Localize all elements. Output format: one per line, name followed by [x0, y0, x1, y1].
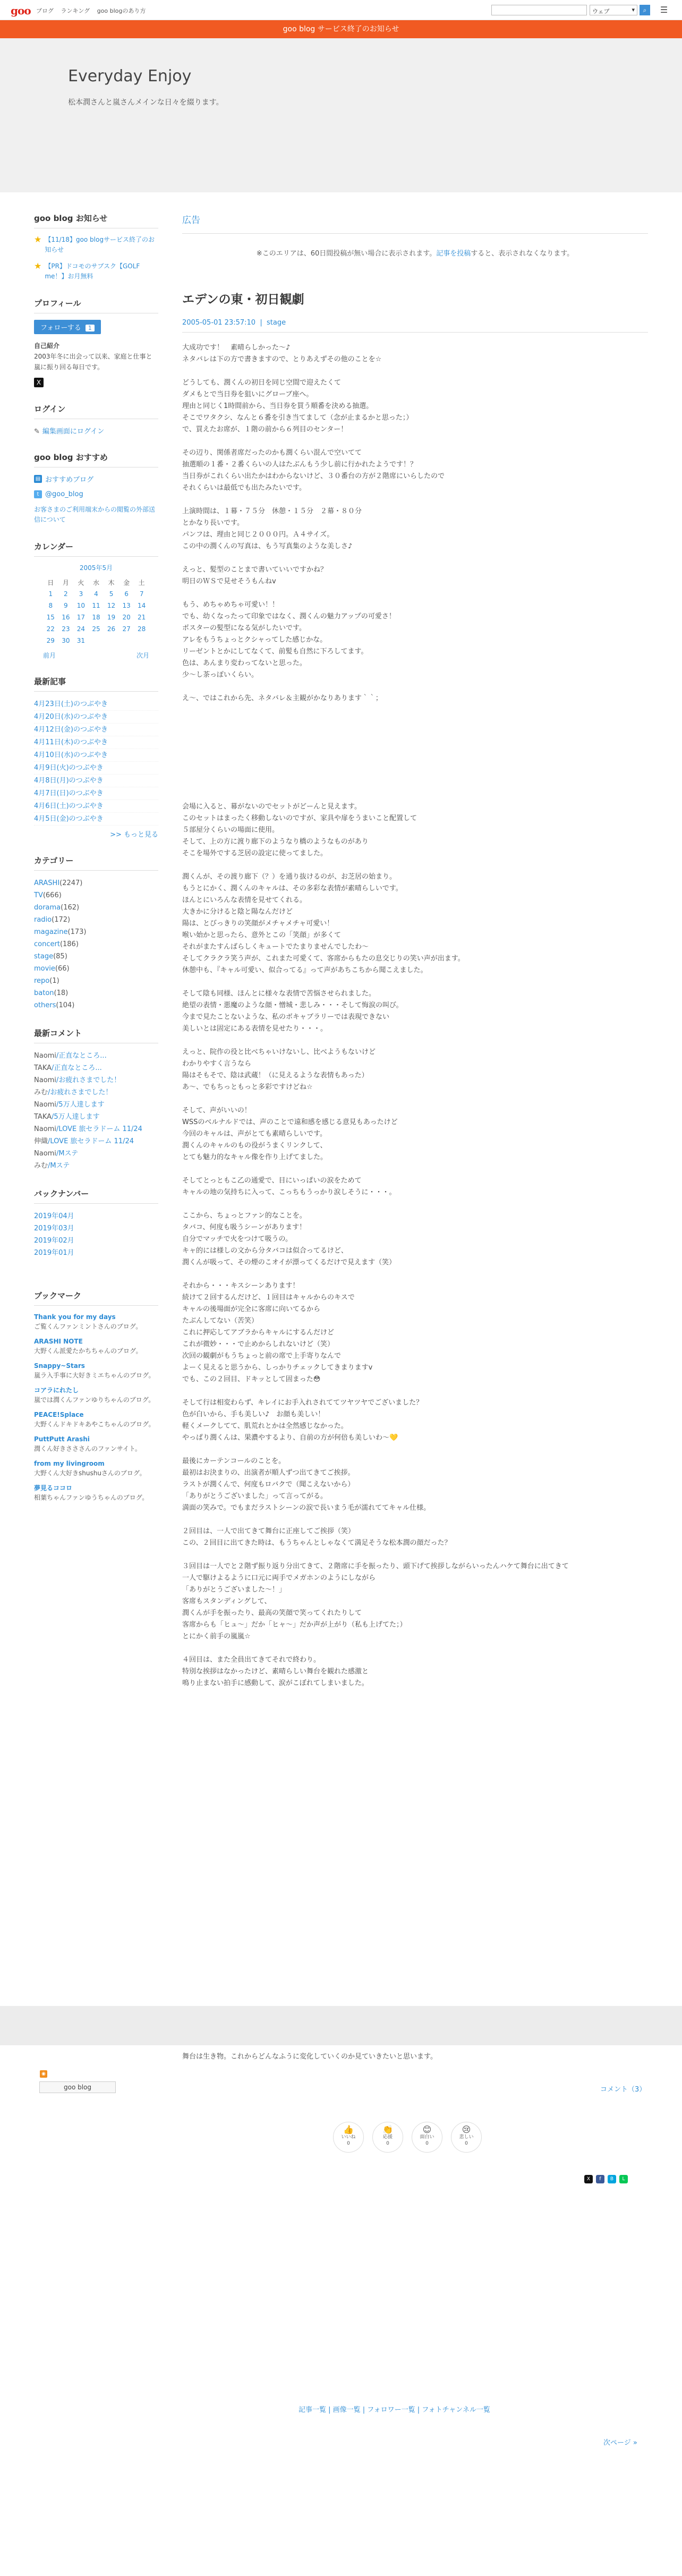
login-link[interactable]: 編集画面にログイン — [42, 428, 105, 436]
bookmark-link[interactable]: コアラにれたし — [34, 1387, 79, 1394]
hatena-share-icon[interactable]: B — [608, 2175, 616, 2183]
comment-list — [34, 1050, 158, 1172]
calendar-day[interactable]: 2 — [64, 590, 68, 598]
reaction-button[interactable] — [372, 2122, 403, 2153]
calendar-day[interactable]: 13 — [122, 602, 131, 609]
reaction-button[interactable] — [451, 2122, 482, 2153]
category-section — [34, 855, 158, 1011]
bookmark-description: 大野くん派愛たかちちゃんのブログ。 — [34, 1347, 142, 1355]
hamburger-menu-icon[interactable]: ☰ — [660, 5, 668, 15]
external-transmission-text[interactable]: お客さまのご利用端末からの閲覧の外部送信について — [34, 506, 156, 523]
post-article-link[interactable]: 記事を投稿 — [436, 250, 471, 258]
calendar-day[interactable]: 14 — [138, 602, 146, 609]
comment-link[interactable]: /お疲れさまでした！ — [48, 1089, 113, 1096]
comment-item[interactable] — [34, 1099, 158, 1111]
reaction-emoji-icon: 😊 — [422, 2124, 432, 2135]
article-paragraph: その辺り、関係者席だったのかも潤くらい混んで空いてて 抽選順の１番・２番くらいの人はたぶんもう少し前に行かれたようです！？ 当日券がこれくらい出たかはわからないけど、３０番台の方が２階席にいらしたので それくらいは最低でも出たみたいです。 — [182, 449, 445, 492]
top-link-ranking[interactable]: ランキング — [61, 7, 90, 14]
bookmark-description: 相葉ちゃんファンゆうちゃんのブログ。 — [34, 1494, 149, 1501]
backno-link[interactable]: 2019年02月 — [34, 1237, 74, 1245]
recent-item[interactable] — [34, 787, 158, 800]
article-paragraph: そしてとっともこ乙の通愛で、目にいっぱいの涙をためて キャルの地の気持ちに入って、こっちもうっかり涙しそうに・・・。 — [182, 1177, 396, 1196]
profile-text: 2003年冬に出会って以来、家庭と仕事と嵐に振り回る毎日です。 — [34, 353, 152, 371]
bookmark-link[interactable]: PEACE!Splace — [34, 1411, 84, 1418]
twitter-icon: t — [34, 490, 42, 498]
reaction-count: 0 — [425, 2141, 429, 2146]
category-count: (2247) — [59, 879, 83, 887]
login-title: ログイン — [34, 403, 158, 419]
comment-author: Naomi — [34, 1101, 56, 1109]
article-paragraph: えっと、院作の役と比べちゃいけないし、比べようもないけど わかりやすく言うなら 陽はそもそで、陰は武蔵！（に見えるような表情もあった） あ〜、でもちっともっと多彩ですけどね☆ — [182, 1048, 376, 1091]
calendar — [34, 563, 158, 660]
search-button[interactable] — [640, 5, 650, 15]
reaction-label: 悲しい — [459, 2135, 474, 2140]
bookmark-link[interactable]: Snappy~Stars — [34, 1362, 85, 1370]
calendar-week — [43, 588, 149, 600]
notice-link[interactable]: 【PR】ドコモのサブスク【GOLF me！】お月無料 — [45, 262, 140, 280]
calendar-prev-link[interactable]: 前月 — [43, 652, 56, 659]
bookmark-description: 嵐ラ入手事に大好きミエちゃんのブログ。 — [34, 1372, 155, 1379]
category-link[interactable]: others — [34, 1001, 56, 1009]
recent-item[interactable] — [34, 698, 158, 711]
recent-item-link[interactable]: 4月12日(金)のつぶやき — [34, 726, 108, 734]
recent-section — [34, 676, 158, 839]
bookmark-description: 潤くん好きさささんのファンサイト。 — [34, 1445, 141, 1452]
comment-link[interactable]: /Mステ — [56, 1150, 79, 1158]
service-end-notice[interactable] — [0, 20, 682, 38]
calendar-next-link[interactable]: 次月 — [136, 652, 149, 659]
recent-more-link[interactable]: >> もっと見る — [110, 831, 158, 839]
article-paragraph: ここから、ちょっとファン的なことを。 タバコ、何度も吸うシーンがあります！ 自分でマッチで火をつけて吸うの。 キャ的には様しの文から分タバコは似合ってるけど、 潤くんが吸って、その煙のこオイが漂ってくるだけで見えます（笑） — [182, 1212, 396, 1266]
pencil-icon: ✎ — [34, 428, 40, 436]
bookmark-link[interactable]: from my livingroom — [34, 1460, 105, 1467]
calendar-weekday: 金 — [123, 579, 130, 586]
star-icon: ★ — [34, 234, 42, 244]
profile-heading: 自己紹介 — [34, 342, 60, 350]
recent-title: 最新記事 — [34, 676, 158, 692]
calendar-week — [43, 635, 149, 647]
calendar-day[interactable]: 31 — [76, 637, 86, 644]
profile-section — [34, 297, 158, 387]
backno-section — [34, 1188, 158, 1274]
category-count: (85) — [53, 953, 67, 960]
backno-item[interactable] — [34, 1210, 158, 1222]
top-link-blog[interactable]: ブログ — [36, 7, 54, 14]
category-link[interactable]: ARASHI — [34, 879, 60, 887]
goo-notice-title: goo blog お知らせ — [34, 212, 158, 228]
comment-author: みむ — [34, 1162, 48, 1170]
bookmark-link[interactable]: Thank you for my days — [34, 1313, 116, 1321]
comments-section — [34, 1027, 158, 1172]
comment-author: 伸織 — [34, 1137, 48, 1145]
recommend-item[interactable] — [34, 474, 158, 484]
bookmark-item — [34, 1361, 158, 1380]
category-link[interactable]: concert — [34, 940, 60, 948]
category-link[interactable]: magazine — [34, 928, 68, 936]
calendar-week — [43, 623, 149, 635]
notice-link[interactable]: 【11/18】goo blogサービス終了のお知らせ — [45, 236, 155, 253]
next-page-link[interactable]: 次ページ » — [603, 2439, 637, 2447]
calendar-day[interactable]: 22 — [46, 625, 55, 633]
x-icon[interactable]: X — [34, 378, 44, 387]
ad-note-before: ※このエリアは、60日間投稿が無い場合に表示されます。 — [256, 250, 437, 258]
comment-link[interactable]: /正直なところ... — [52, 1064, 102, 1072]
calendar-month[interactable]: 2005年5月 — [79, 564, 113, 572]
bookmark-item — [34, 1459, 158, 1478]
category-link[interactable]: repo — [34, 977, 50, 985]
bookmark-item — [34, 1483, 158, 1502]
article-paragraph: もう、めちゃめちゃ可愛い！！ でも、幼くなったって印象ではなく、潤くんの魅力アップの可愛さ！ ポスターの髪型になる気がしたいです。 アレをもうちょっとクシャってした感じかな。 リーゼントとかにしてなくて、前髪も自然に下ろしてます。 色は、あんまり変わってないと思った。 少〜し茶っぽいくらい。 — [182, 601, 396, 679]
calendar-weekday: 月 — [62, 579, 69, 586]
search-icon: ⌕ — [643, 6, 647, 14]
comment-count-link[interactable]: コメント（3） — [600, 2086, 646, 2094]
main-content — [182, 212, 648, 1701]
comment-link[interactable]: /Mステ — [48, 1162, 70, 1170]
calendar-day — [119, 635, 134, 647]
calendar-day[interactable]: 12 — [107, 602, 116, 609]
footer-nav-links[interactable]: 記事一覧 | 画像一覧 | フォロワー一覧 | フォトチャンネル一覧 — [299, 2406, 490, 2414]
article-paragraph: 会場に入ると、幕がないのでセットがどーんと見えます。 このセットはまったく移動しないのですが、家具や扉をうまいこと配置して ５部屋分くらいの場面に使用。 そして、上の方に渡り廊下のようなり橋のようなものがあり そこを場外でする芝居の設定に使ってました。 — [182, 803, 417, 857]
calendar-weekday: 木 — [108, 579, 115, 586]
calendar-day[interactable]: 8 — [48, 602, 53, 609]
category-count: (173) — [67, 928, 87, 936]
reaction-buttons — [333, 2122, 482, 2153]
comment-author: TAKA — [34, 1113, 52, 1121]
notice-item[interactable] — [34, 261, 158, 282]
article-meta: 2005-05-01 23:57:10 | stage — [182, 319, 286, 327]
comment-item[interactable] — [34, 1111, 158, 1123]
category-item[interactable] — [34, 938, 158, 950]
reaction-emoji-icon: 👍 — [343, 2124, 354, 2135]
recent-item-link[interactable]: 4月5日(金)のつぶやき — [34, 815, 104, 823]
calendar-nav — [43, 651, 149, 660]
calendar-weekday: 火 — [78, 579, 84, 586]
bookmark-item — [34, 1385, 158, 1405]
category-count: (1) — [49, 977, 59, 985]
category-count: (186) — [59, 940, 79, 948]
calendar-day[interactable]: 30 — [62, 637, 70, 644]
calendar-day[interactable]: 18 — [92, 614, 100, 621]
login-link-row[interactable] — [34, 426, 158, 436]
article-header — [182, 290, 648, 333]
backno-item[interactable] — [34, 1247, 158, 1259]
reaction-button[interactable] — [412, 2122, 442, 2153]
bookmark-item — [34, 1337, 158, 1356]
recent-item[interactable] — [34, 711, 158, 724]
sidebar — [34, 212, 158, 1518]
recent-item[interactable] — [34, 800, 158, 813]
bookmark-list — [34, 1312, 158, 1502]
search-type-select[interactable] — [590, 5, 637, 15]
category-item[interactable] — [34, 950, 158, 963]
spacer-gap — [182, 716, 648, 801]
article-paragraph: 大成功です！ 素晴らしかった〜♪ ネタバレは下の方で書きますので、とりあえずその他のことを☆ — [182, 344, 382, 363]
recent-item-link[interactable]: 4月11日(木)のつぶやき — [34, 738, 108, 746]
recent-item-link[interactable]: 4月10日(水)のつぶやき — [34, 751, 108, 759]
goo-notice-section — [34, 212, 158, 282]
recent-item[interactable] — [34, 736, 158, 749]
category-link[interactable]: dorama — [34, 904, 61, 912]
calendar-table — [43, 576, 149, 647]
article-paragraph: 最後にカーテンコールのことを。 最初はお決まりの、出演者が順人ずつ出てきてご挨拶。 ラストが潤くんで、何度もロバクで（聞こえないから） 「ありがとうございました」って言ってがる。 満面の笑みで。でもまだラストシーンの涙で長いまう毛が濡れててキャル仕様。 — [182, 1457, 431, 1512]
category-title: カテゴリー — [34, 855, 158, 871]
category-item[interactable] — [34, 987, 158, 999]
backno-link[interactable]: 2019年03月 — [34, 1225, 74, 1232]
bookmark-item — [34, 1434, 158, 1453]
comment-item[interactable] — [34, 1074, 158, 1086]
comment-item[interactable] — [34, 1123, 158, 1135]
ad-title: 広告 — [182, 212, 648, 234]
calendar-day[interactable]: 5 — [109, 590, 114, 598]
calendar-day — [104, 635, 119, 647]
comment-author: Naomi — [34, 1076, 56, 1084]
category-count: (162) — [61, 904, 80, 912]
calendar-day[interactable]: 6 — [124, 590, 129, 598]
comments-title: 最新コメント — [34, 1027, 158, 1043]
category-link[interactable]: movie — [34, 965, 55, 973]
bookmark-description: ご覧くんファンミントさんのブログ。 — [34, 1323, 142, 1330]
comment-item[interactable] — [34, 1135, 158, 1147]
bookmark-description: 大野くんドキドキあやこちゃんのブログ。 — [34, 1421, 155, 1428]
comment-item[interactable] — [34, 1050, 158, 1062]
reaction-label: いいね — [341, 2135, 356, 2140]
recommend-section — [34, 452, 158, 525]
comment-link[interactable]: /5万人達します — [56, 1101, 105, 1109]
calendar-day[interactable]: 28 — [138, 625, 146, 633]
calendar-weekday: 水 — [92, 579, 99, 586]
comment-item[interactable] — [34, 1160, 158, 1172]
reaction-label: 面白い — [420, 2135, 434, 2140]
bookmark-section — [34, 1290, 158, 1502]
follow-button[interactable] — [34, 320, 101, 334]
recent-item[interactable] — [34, 762, 158, 775]
calendar-section — [34, 541, 158, 660]
calendar-weekday: 日 — [47, 579, 54, 586]
calendar-day[interactable]: 21 — [138, 614, 146, 621]
ad-note-after: すると、表示されなくなります。 — [471, 250, 574, 258]
category-item[interactable] — [34, 902, 158, 914]
backno-item[interactable] — [34, 1235, 158, 1247]
recommend-link[interactable]: おすすめブログ — [45, 476, 94, 484]
category-item[interactable] — [34, 877, 158, 889]
reaction-count: 0 — [347, 2141, 350, 2146]
recent-item[interactable] — [34, 813, 158, 826]
recent-item[interactable] — [34, 775, 158, 787]
comment-link[interactable]: /5万人達します — [52, 1113, 100, 1121]
reaction-count: 0 — [465, 2141, 468, 2146]
ad-note — [182, 248, 648, 258]
calendar-day[interactable]: 10 — [76, 602, 86, 609]
calendar-day[interactable]: 26 — [107, 625, 116, 633]
calendar-weekday: 土 — [138, 579, 145, 586]
goo-blog-badge[interactable]: goo blog — [39, 2081, 116, 2093]
recommend-link[interactable]: @goo_blog — [45, 490, 83, 498]
reaction-emoji-icon: 😢 — [462, 2124, 471, 2135]
calendar-day[interactable]: 24 — [76, 625, 86, 633]
top-bar — [0, 0, 682, 20]
search-input[interactable] — [491, 5, 587, 15]
recommend-title: goo blog おすすめ — [34, 452, 158, 467]
backno-title: バックナンバー — [34, 1188, 158, 1204]
category-count: (66) — [55, 965, 70, 973]
goo-logo[interactable]: goo — [11, 4, 31, 17]
calendar-day[interactable]: 3 — [79, 590, 83, 598]
calendar-day — [134, 635, 149, 647]
comment-link[interactable]: /お疲れさまでした！ — [56, 1076, 121, 1084]
category-count: (666) — [42, 891, 62, 899]
calendar-day[interactable]: 19 — [107, 614, 116, 621]
comment-author: TAKA — [34, 1064, 52, 1072]
recent-item-link[interactable]: 4月8日(月)のつぶやき — [34, 777, 104, 785]
calendar-title: カレンダー — [34, 541, 158, 557]
article-paragraph: え〜、ではこれから先、ネタバレ＆主観がかなりあります｀｀； — [182, 694, 382, 702]
recent-item-link[interactable]: 4月20日(水)のつぶやき — [34, 713, 108, 721]
comment-author: みむ — [34, 1089, 48, 1096]
calendar-day[interactable]: 27 — [122, 625, 131, 633]
article-paragraph: 潤くんが、その渡り廊下（？）を通り抜けるのが、お芝居の始まり。 もうとにかく、潤くんのキャルは、その多彩な表情が素晴らしいです。 ほんとにいろんな表情を見せてくれる。 大きかに分けると陰と陽なんだけど 陽は、とびっきりの笑顔がメチャメチャ可愛い！ 喉い始かと思ったら、意外とこの「笑顔」が多くて それがまたすんばらしくキュートでたまりませんでしたわ〜 そしてクラクラ笑う声が、これまた可愛くて、客席からもたの息交じりの笑い声が出ます。 休憩中も、『キャル可愛い、似合ってる』って声があちこちから聞こえました。 — [182, 873, 465, 974]
category-item[interactable] — [34, 963, 158, 975]
follow-label: フォローする — [40, 324, 81, 332]
search-type-value: ウェブ — [592, 8, 610, 15]
category-list — [34, 877, 158, 1011]
backno-item[interactable] — [34, 1222, 158, 1235]
comment-link[interactable]: /LOVE 旅セラドーム 11/24 — [56, 1125, 142, 1133]
line-share-icon[interactable]: L — [619, 2175, 628, 2183]
category-item[interactable] — [34, 926, 158, 938]
bookmark-link[interactable]: 夢見るココロ — [34, 1484, 73, 1492]
follow-count: 1 — [86, 325, 95, 331]
x-share-icon[interactable]: X — [584, 2175, 593, 2183]
category-link[interactable]: radio — [34, 916, 52, 924]
reaction-emoji-icon: 👏 — [382, 2124, 393, 2135]
calendar-day[interactable]: 29 — [46, 637, 55, 644]
reaction-button[interactable] — [333, 2122, 364, 2153]
comment-author: Naomi — [34, 1125, 56, 1133]
category-count: (18) — [54, 989, 69, 997]
article-category-link[interactable]: stage — [267, 319, 286, 327]
article-paragraph: えっと、髪型のことまで書いていいですかね？ 明日のＷＳで見せそうもんねv — [182, 566, 328, 585]
comment-item[interactable] — [34, 1086, 158, 1099]
comment-author: Naomi — [34, 1052, 56, 1060]
recent-item-link[interactable]: 4月7日(日)のつぶやき — [34, 789, 104, 797]
article-paragraph: それから・・・キスシーンあります！ 続けて２回するんだけど、１回目はキャルからのキスで キャルの後場面が完全に客席に向いてるから たぶんしてない（苦笑） これに押応してアブラからキャルにするんだけど これが微妙・・・で止めからしれないけど（笑） 次回の観劇がもうちょっと前の席で上手寄りなんで よーく見えると思うから、しっかりチェックしてきまりますv でも、この２回目、ドキッとして固まった😳 — [182, 1282, 373, 1383]
bookmark-item — [34, 1410, 158, 1429]
bookmark-description: 嵐では潤くんファンゆりちゃんのブログ。 — [34, 1396, 155, 1404]
recent-item[interactable] — [34, 724, 158, 736]
calendar-day — [89, 635, 104, 647]
blog-description: 松本潤さんと嵐さんメインな日々を綴ります。 — [68, 98, 224, 107]
calendar-day[interactable]: 4 — [94, 590, 98, 598]
footer-band — [0, 2006, 682, 2045]
category-item[interactable] — [34, 914, 158, 926]
bookmark-description: 大野くん大好きshushuさんのブログ。 — [34, 1469, 146, 1477]
recent-item[interactable] — [34, 749, 158, 762]
notice-item[interactable] — [34, 235, 158, 255]
blog-icon: ▤ — [34, 475, 42, 483]
article-final-line: 舞台は生き物。これからどんなふうに変化していくのか見ていきたいと思います。 — [182, 2053, 437, 2061]
login-section — [34, 403, 158, 436]
recommend-item[interactable] — [34, 490, 158, 498]
category-link[interactable]: stage — [34, 953, 54, 960]
calendar-day[interactable]: 17 — [76, 614, 86, 621]
category-link[interactable]: TV — [34, 891, 43, 899]
recent-item-link[interactable]: 4月6日(土)のつぶやき — [34, 802, 104, 810]
comment-link[interactable]: /正直なところ... — [56, 1052, 107, 1060]
article-paragraph: ２回目は、一人で出てきて舞台に正座してご挨拶（笑） この、２回目に出てきた時は、もうちゃんとしゃなくて満足そうな松本潤の顔だった？ — [182, 1527, 451, 1547]
blog-header — [0, 38, 682, 192]
article-paragraph: そして陰も同様、ほんとに様々な表情で苦悩させられました。 絶望の表情・悪魔のような顔・憎城・悲しみ・・・そして悔涙の叫び。 今まで見たことないような、私のボキャブラリーでは表現できない 美しいとは固定にある表情を見せたり・・・。 — [182, 990, 403, 1033]
backno-link[interactable]: 2019年01月 — [34, 1249, 74, 1257]
external-transmission-link[interactable] — [34, 505, 158, 525]
recent-item-link[interactable]: 4月9日(火)のつぶやき — [34, 764, 104, 772]
article-paragraph: ３回目は一人でと２階ず振り返り分出てきて、２階席に手を振ったり、頭下げて挨拶しながらいったんハケて舞台に出てきて 一人で駆けよるように口元に両手でメガホンのようにしながら 「ありがとうございました〜！」 客席もスタンディングして、 潤くんが手を振ったり、最高の笑顔で笑ってくれたりして 客席からも「ヒュ〜」だか「ヒャ〜」だか声が上がり（私も上げてた；） とにかく前手の嵐嵐☆ — [182, 1562, 569, 1640]
calendar-day[interactable]: 9 — [64, 602, 68, 609]
profile-title: プロフィール — [34, 297, 158, 313]
comment-item[interactable] — [34, 1062, 158, 1074]
backno-link[interactable]: 2019年04月 — [34, 1212, 74, 1220]
calendar-day[interactable]: 23 — [62, 625, 70, 633]
article-paragraph: 上演時間は、１幕・７５分 休憩・１５分 ２幕・８０分 とかなり長いです。 パンフは、理由と同じ２０００円。Ａ４サイズ。 この中の潤くんの写真は、もう写真集のような美しさ♪ — [182, 507, 362, 550]
category-item[interactable] — [34, 999, 158, 1011]
calendar-week — [43, 600, 149, 611]
article-paragraph: そして、声がいいの！ WSSのベルナルドでは、声のことで遠和感を感じる意見もあったけど 今回のキャルは、声がとても素晴らしいです。 潤くんのキャルのもの役がうまくリンクして、 とても魅力的なキャル像を作り上げてました。 — [182, 1107, 398, 1161]
category-count: (172) — [52, 916, 71, 924]
star-icon: ★ — [34, 261, 42, 271]
top-link-about[interactable]: goo blogのあり方 — [97, 7, 146, 14]
goo-notice-list — [34, 235, 158, 282]
calendar-day[interactable]: 11 — [92, 602, 100, 609]
article-body — [182, 342, 648, 1689]
category-count: (104) — [56, 1001, 75, 1009]
calendar-day[interactable]: 25 — [92, 625, 100, 633]
backno-list[interactable] — [34, 1210, 158, 1274]
reaction-label: 応援 — [382, 2135, 393, 2140]
calendar-day[interactable]: 1 — [48, 590, 53, 598]
recent-item-link[interactable]: 4月23日(土)のつぶやき — [34, 700, 108, 708]
category-link[interactable]: baton — [34, 989, 54, 997]
rss-icon[interactable]: ◉ — [40, 2070, 47, 2078]
comment-item[interactable] — [34, 1147, 158, 1160]
reaction-count: 0 — [386, 2141, 389, 2146]
article-paragraph: ４回目は、また全員出てきてそれで終わり。 特別な挨拶はなかったけど、素晴らしい舞台を観れた感激と 鳴り止まない拍手に感動して、涙がこぼれてしまいました。 — [182, 1656, 369, 1687]
article-paragraph: どうしても、潤くんの初日を同じ空間で迎えたくて ダメもとで当日券を狙いにグローブ座へ。 理由と同じく1時間前から、当日券を買う順番を決める抽選。 そこでワタクシ、なんと６番を引き当てまして（念が止まるかと思った；） で、買えたお席が、１階の前から６列目のセンター！ — [182, 379, 413, 433]
notice-text: goo blog サービス終了のお知らせ — [283, 25, 399, 33]
article-date: 2005-05-01 23:57:10 — [182, 319, 256, 327]
article-paragraph: そして行は相変わらず、キレイにお手入れされててツヤツヤでございました？ 色が白いから、手も美しい♪ お顔も美しい！ 軽くメークしてて、肌荒れとかは全然感じなかった。 やっぱり潤くんは、果濃やするより、自前の方が何倍も美しいわ〜💛 — [182, 1399, 423, 1442]
bookmark-link[interactable]: PuttPutt Arashi — [34, 1435, 90, 1443]
category-item[interactable] — [34, 889, 158, 902]
calendar-week — [43, 611, 149, 623]
calendar-day[interactable]: 15 — [46, 614, 55, 621]
bookmark-title: ブックマーク — [34, 1290, 158, 1306]
facebook-share-icon[interactable]: f — [596, 2175, 604, 2183]
blog-title[interactable]: Everyday Enjoy — [68, 67, 192, 86]
calendar-day[interactable]: 7 — [139, 590, 144, 598]
comment-author: Naomi — [34, 1150, 56, 1158]
top-links — [36, 6, 151, 15]
category-item[interactable] — [34, 975, 158, 987]
bookmark-item — [34, 1312, 158, 1331]
calendar-day[interactable]: 16 — [62, 614, 70, 621]
recent-list — [34, 698, 158, 826]
comment-link[interactable]: /LOVE 旅セラドーム 11/24 — [48, 1137, 134, 1145]
bookmark-link[interactable]: ARASHI NOTE — [34, 1338, 83, 1345]
calendar-day[interactable]: 20 — [122, 614, 131, 621]
article-title[interactable]: エデンの東・初日観劇 — [182, 293, 304, 307]
share-buttons — [584, 2175, 628, 2183]
